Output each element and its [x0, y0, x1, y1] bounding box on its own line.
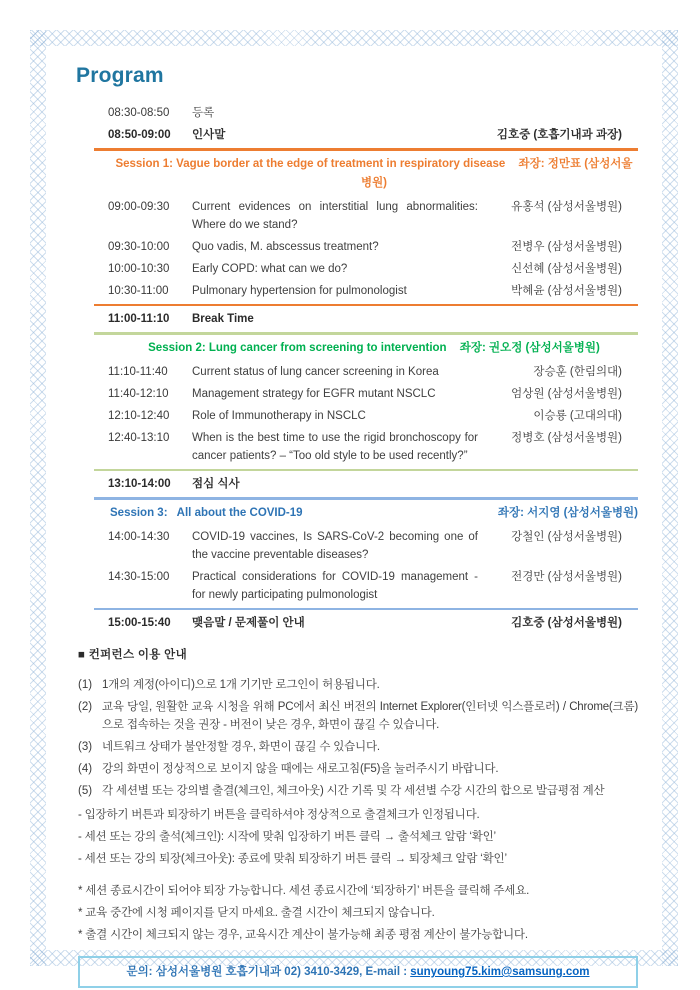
closing-row [94, 614, 638, 632]
time-range: 11:00-11:10 [108, 313, 170, 325]
time-range: 10:00-10:30 [108, 262, 170, 275]
time-range: 12:10-12:40 [108, 409, 170, 422]
notice-heading: ■ 컨퍼런스 이용 안내 [78, 649, 188, 661]
session1-chair: 좌장: 정만표 (삼성서울병원) [360, 157, 633, 189]
notice-item [78, 676, 638, 694]
page-title: Program [76, 64, 164, 87]
time-range: 11:10-11:40 [108, 365, 168, 378]
schedule-row [94, 363, 638, 381]
session1-header [110, 155, 638, 193]
talk-title: Current status of lung cancer screening in Korea [192, 365, 439, 378]
break-row [94, 310, 638, 328]
schedule [94, 104, 638, 632]
dash-item: - 세션 또는 강의 출석(체크인): 시작에 맞춰 입장하기 버튼 클릭 → 출석체크 알람 ‘확인’ [78, 831, 496, 843]
notice-item-text: 강의 화면이 정상적으로 보이지 않을 때에는 새로고침(F5)을 눌러주시기 바랍니다. [102, 763, 499, 775]
talk-title: 등록 [192, 107, 215, 119]
notice-item-number: (3) [78, 741, 93, 753]
time-range: 14:30-15:00 [108, 570, 170, 583]
notice-item-text: 1개의 계정(아이디)으로 1개 기기만 로그인이 허용됩니다. [102, 679, 380, 691]
session2-header [110, 339, 638, 358]
speaker-name: 김호중 (삼성서울병원) [511, 617, 622, 629]
notice-item [78, 782, 638, 800]
session3-chair: 좌장: 서지영 (삼성서울병원) [497, 506, 638, 519]
speaker-name: 이승룡 (고대의대) [533, 409, 622, 422]
time-range: 11:40-12:10 [108, 387, 169, 400]
notice-item-text: 네트워크 상태가 불안정할 경우, 화면이 끊길 수 있습니다. [102, 741, 380, 753]
talk-title: When is the best time to use the rigid bronchoscopy for cancer patients? – “Too old style to be used recently?” [192, 431, 478, 462]
notice-item-number: (2) [78, 701, 93, 713]
session2-top-divider [94, 332, 638, 335]
notice-item [78, 698, 638, 734]
notice-item [78, 760, 638, 778]
break-label: Break Time [192, 313, 254, 325]
schedule-row [94, 260, 638, 278]
closing-label: 맺음말 / 문제풀이 안내 [192, 617, 305, 629]
schedule-row [94, 104, 638, 122]
schedule-row [94, 429, 638, 465]
talk-title: Early COPD: what can we do? [192, 262, 348, 275]
speaker-name: 유홍석 (삼성서울병원) [511, 200, 622, 213]
dash-item: - 세션 또는 강의 퇴장(체크아웃): 종료에 맞춰 퇴장하기 버튼 클릭 → 퇴장체크 알람 ‘확인’ [78, 853, 507, 865]
document-content [46, 46, 662, 988]
notice-item-number: (4) [78, 763, 93, 775]
contact-email-link[interactable]: sunyoung75.kim@samsung.com [410, 966, 590, 978]
warnings [78, 882, 638, 944]
session2-bottom-divider [94, 469, 638, 472]
notice-item-number: (1) [78, 679, 93, 691]
schedule-row [94, 198, 638, 234]
talk-title: Practical considerations for COVID-19 management - for newly participating pulmonologist [192, 570, 478, 601]
notice-item-text: 각 세션별 또는 강의별 출결(체크인, 체크아웃) 시간 기록 및 각 세션별 수강 시간의 합으로 발급평점 계산 [102, 785, 605, 797]
session3-top-divider [94, 497, 638, 500]
session3-header-text: Session 3: All about the COVID-19 [110, 506, 303, 519]
talk-title: Pulmonary hypertension for pulmonologist [192, 284, 407, 297]
star-item: * 교육 중간에 시청 페이지를 닫지 마세요. 출결 시간이 체크되지 않습니다. [78, 907, 435, 919]
speaker-name: 박혜윤 (삼성서울병원) [511, 284, 622, 297]
session2-header-text: Session 2: Lung cancer from screening to intervention [148, 341, 447, 354]
border-pattern-right [662, 30, 678, 966]
schedule-row [94, 385, 638, 403]
dash-item: - 입장하기 버튼과 퇴장하기 버튼을 클릭하셔야 정상적으로 출결체크가 인정됩니다. [78, 809, 480, 821]
usage-notice [78, 646, 638, 944]
schedule-row [94, 407, 638, 425]
time-range: 08:30-08:50 [108, 107, 170, 119]
lunch-label: 점심 식사 [192, 478, 240, 490]
check-instructions [78, 806, 638, 868]
speaker-name: 전병우 (삼성서울병원) [511, 240, 622, 253]
star-item: * 세션 종료시간이 되어야 퇴장 가능합니다. 세션 종료시간에 ‘퇴장하기’ 버튼을 클릭해 주세요. [78, 885, 530, 897]
time-range: 13:10-14:00 [108, 478, 171, 490]
speaker-name: 정병호 (삼성서울병원) [511, 431, 622, 444]
talk-title: COVID-19 vaccines, Is SARS-CoV-2 becoming one of the vaccine preventable diseases? [192, 530, 478, 561]
time-range: 14:00-14:30 [108, 530, 170, 543]
border-pattern-top [30, 30, 678, 46]
schedule-row [94, 238, 638, 256]
time-range: 09:00-09:30 [108, 200, 170, 213]
schedule-row [94, 282, 638, 300]
talk-title: Quo vadis, M. abscessus treatment? [192, 240, 379, 253]
time-range: 10:30-11:00 [108, 284, 169, 297]
session1-header-text: Session 1: Vague border at the edge of treatment in respiratory disease [115, 157, 506, 170]
speaker-name: 엄상원 (삼성서울병원) [511, 387, 622, 400]
notice-item [78, 738, 638, 756]
schedule-row [94, 568, 638, 604]
time-range: 09:30-10:00 [108, 240, 170, 253]
speaker-name: 김호중 (호흡기내과 과장) [496, 129, 622, 141]
session1-top-divider [94, 148, 638, 151]
speaker-name: 강철인 (삼성서울병원) [511, 530, 622, 543]
talk-title: 인사말 [192, 129, 226, 141]
contact-text: 문의: 삼성서울병원 호흡기내과 02) 3410-3429, E-mail : [126, 966, 411, 978]
talk-title: Current evidences on interstitial lung abnormalities: Where do we stand? [192, 200, 478, 231]
speaker-name: 전경만 (삼성서울병원) [511, 570, 622, 583]
session3-header [110, 504, 638, 523]
lunch-row [94, 475, 638, 493]
notice-item-text: 교육 당일, 원활한 교육 시청을 위해 PC에서 최신 버전의 Internet Explorer(인터넷 익스플로러) / Chrome(크롬)으로 접속하는 것을 권장 - 버전이 낮은 경우, 화면이 끊길 수 있습니다. [102, 701, 638, 731]
session2-chair: 좌장: 권오정 (삼성서울병원) [459, 341, 600, 354]
talk-title: Role of Immunotherapy in NSCLC [192, 409, 366, 422]
border-pattern-left [30, 30, 46, 966]
notice-item-number: (5) [78, 785, 93, 797]
time-range: 15:00-15:40 [108, 617, 171, 629]
time-range: 08:50-09:00 [108, 129, 171, 141]
schedule-row [94, 126, 638, 144]
time-range: 12:40-13:10 [108, 431, 170, 444]
speaker-name: 장승훈 (한림의대) [533, 365, 622, 378]
schedule-row [94, 528, 638, 564]
session1-bottom-divider [94, 304, 638, 307]
contact-box [78, 956, 638, 988]
session3-bottom-divider [94, 608, 638, 611]
talk-title: Management strategy for EGFR mutant NSCLC [192, 387, 436, 400]
star-item: * 출결 시간이 체크되지 않는 경우, 교육시간 계산이 불가능해 최종 평점 계산이 불가능합니다. [78, 929, 528, 941]
speaker-name: 신선혜 (삼성서울병원) [511, 262, 622, 275]
